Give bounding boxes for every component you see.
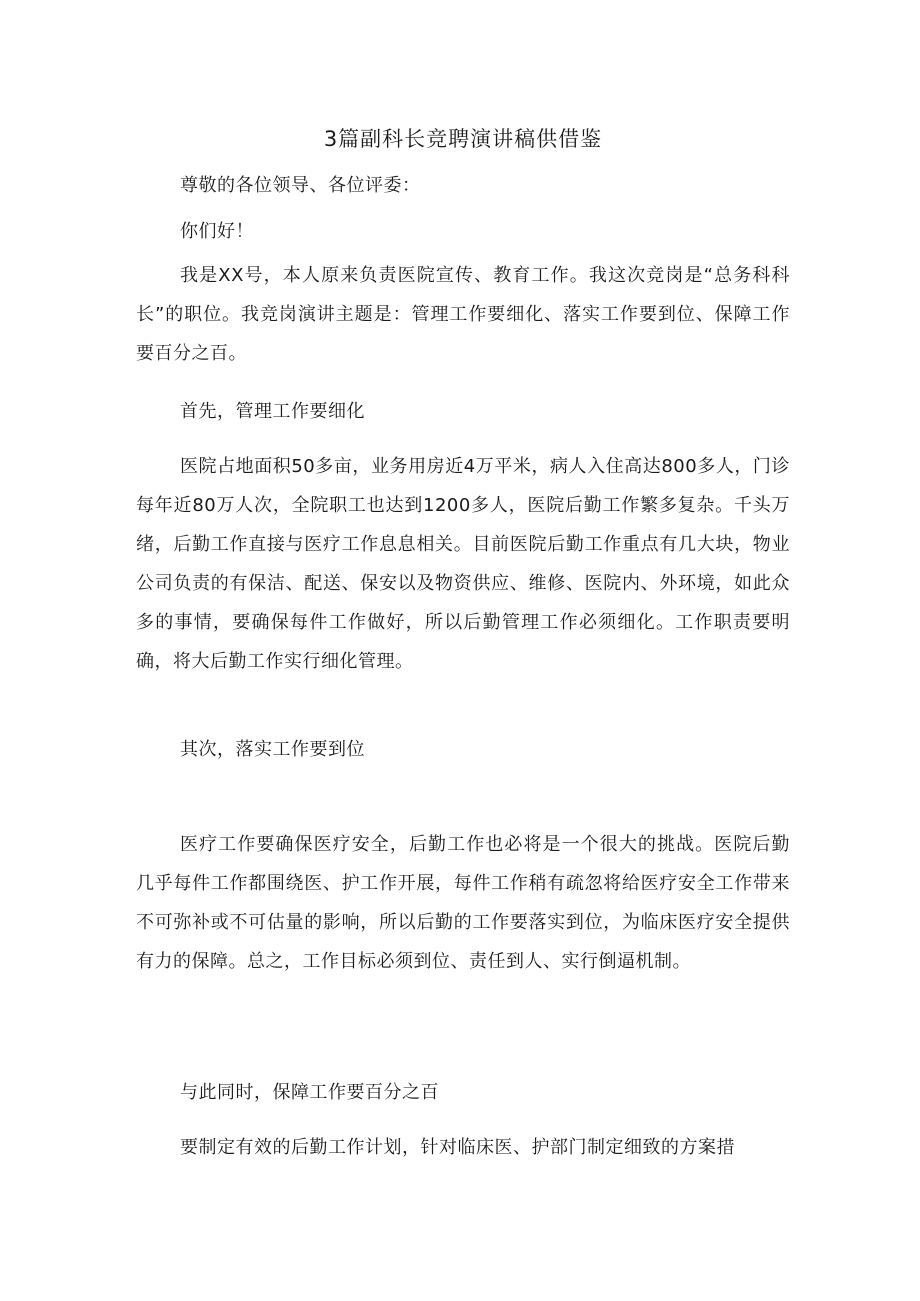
greeting: 你们好！ (180, 221, 254, 242)
body-paragraph-2: 医疗工作要确保医疗安全，后勤工作也必将是一个很大的挑战。医院后勤几乎每件工作都围绕医、护工作开展，每件工作稍有疏忽将给医疗安全工作带来不可弥补或不可估量的影响，所以后勤的工作要落实到位，为临床医疗安全提供有力的保障。总之，工作目标必须到位、责任到人、实行倒逼机制。 (136, 834, 790, 972)
salutation: 尊敬的各位领导、各位评委： (180, 175, 421, 196)
section-heading-2: 其次，落实工作要到位 (180, 739, 365, 760)
section-heading-3: 与此同时，保障工作要百分之百 (180, 1082, 439, 1103)
document-title: 3篇副科长竞聘演讲稿供借鉴 (323, 127, 603, 151)
body-paragraph-1: 医院占地面积50多亩，业务用房近4万平米，病人入住高达800多人，门诊每年近80万人次，全院职工也达到1200多人，医院后勤工作繁多复杂。千头万绪，后勤工作直接与医疗工作息息相关。目前医院后勤工作重点有几大块，物业公司负责的有保洁、配送、保安以及物资供应、维修、医院内、外环境，如此众多的事情，要确保每件工作做好，所以后勤管理工作必须细化。工作职责要明确，将大后勤工作实行细化管理。 (136, 456, 790, 672)
body-paragraph-3: 要制定有效的后勤工作计划，针对临床医、护部门制定细致的方案措 (180, 1137, 735, 1158)
intro-paragraph: 我是XX号，本人原来负责医院宣传、教育工作。我这次竞岗是“总务科科长”的职位。我竞岗演讲主题是：管理工作要细化、落实工作要到位、保障工作要百分之百。 (136, 265, 790, 364)
section-heading-1: 首先，管理工作要细化 (180, 401, 365, 422)
